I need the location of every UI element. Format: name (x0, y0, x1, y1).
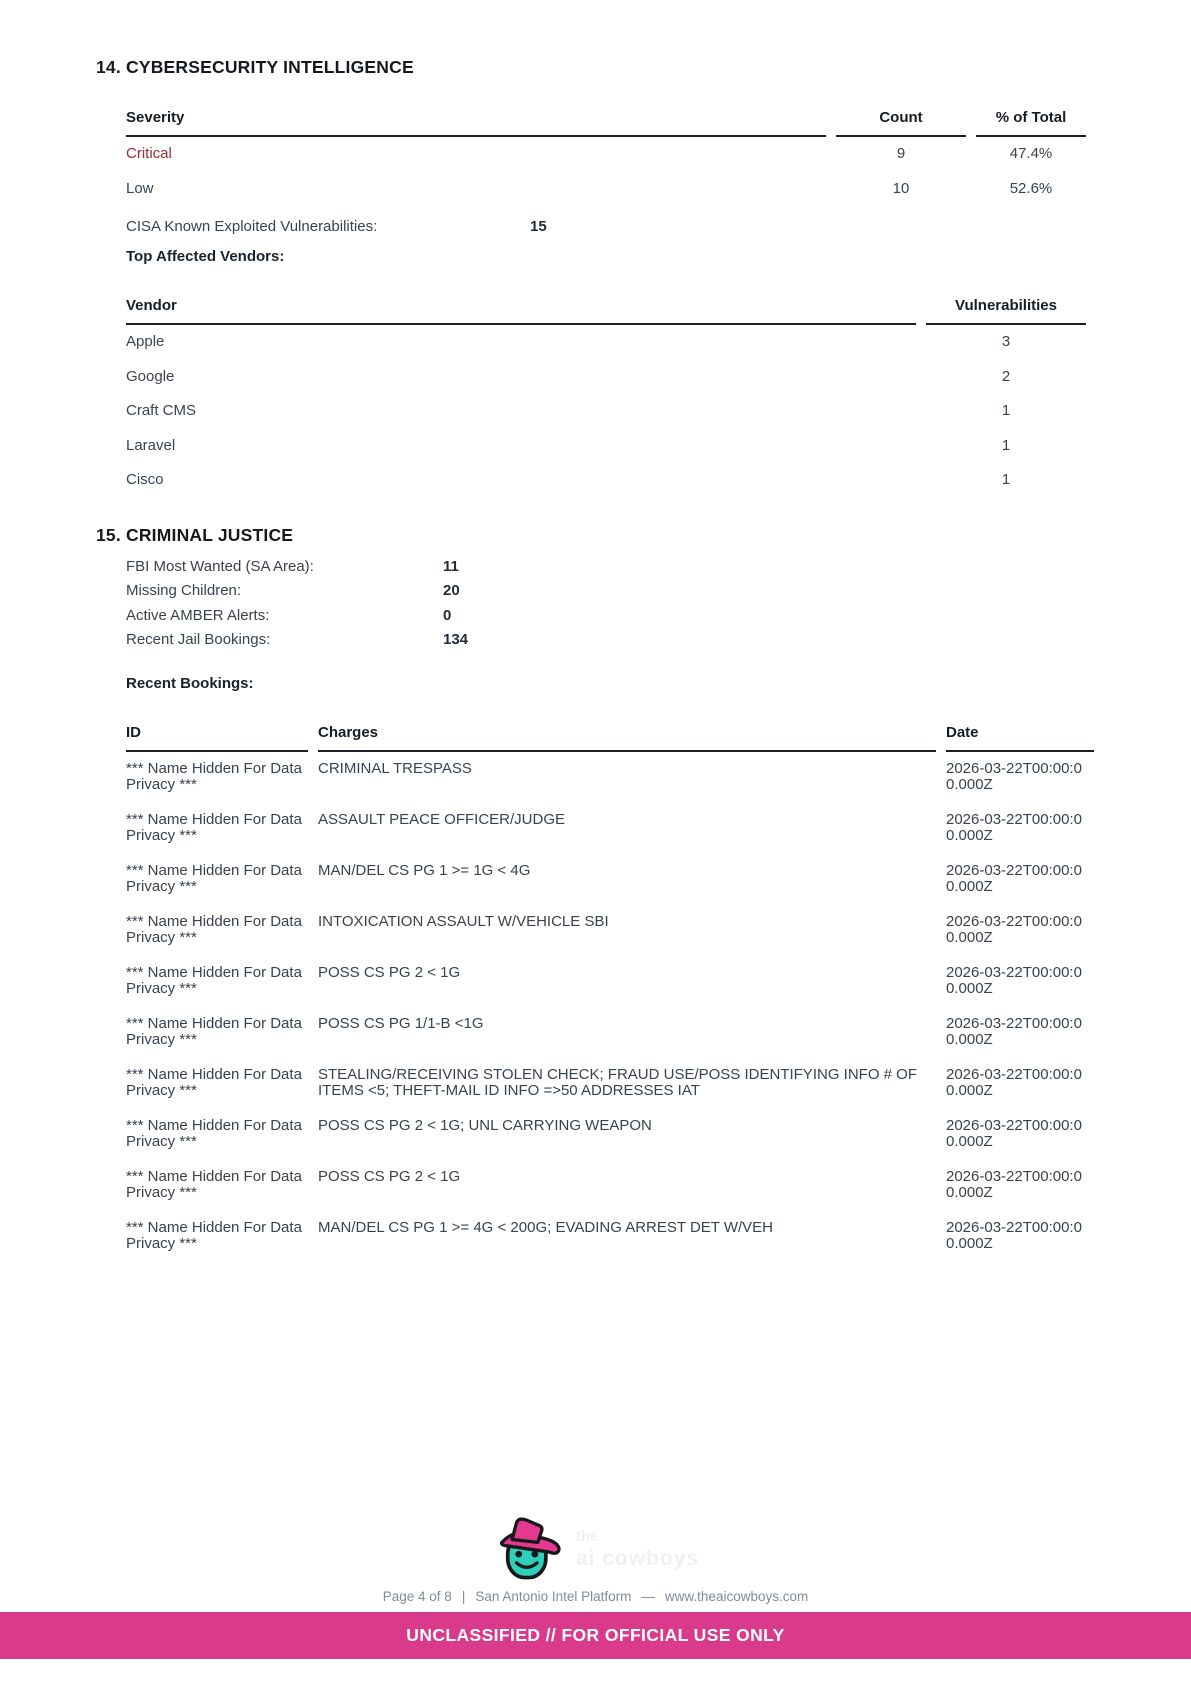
severity-col-header: Severity (126, 99, 826, 137)
booking-id-cell: *** Name Hidden For Data Privacy *** (126, 1218, 302, 1252)
vulnerabilities-cell: 1 (1001, 402, 1011, 419)
vendor-cell: Apple (126, 333, 165, 350)
booking-row (126, 1109, 1094, 1160)
booking-row (126, 1007, 1094, 1058)
vendor-row (126, 429, 1086, 464)
footer-platform-name: San Antonio Intel Platform (475, 1589, 632, 1604)
severity-table (116, 99, 1096, 206)
booking-charges-cell: CRIMINAL TRESPASS (318, 759, 472, 777)
booking-charges-cell: ASSAULT PEACE OFFICER/JUDGE (318, 810, 565, 828)
stat-row (126, 555, 1191, 580)
booking-row (126, 854, 1094, 905)
booking-charges-cell: POSS CS PG 2 < 1G; UNL CARRYING WEAPON (318, 1116, 652, 1134)
vulnerabilities-col-header: Vulnerabilities (926, 287, 1086, 325)
vendor-cell: Craft CMS (126, 402, 197, 419)
booking-date-cell: 2026-03-22T00:00:00.000Z (946, 963, 1082, 997)
footer-separator: | (461, 1589, 466, 1604)
stat-row (126, 628, 1191, 653)
logo-ghost-line2: ai cowboys (575, 1547, 700, 1570)
booking-date-cell: 2026-03-22T00:00:00.000Z (946, 1218, 1082, 1252)
booking-date-cell: 2026-03-22T00:00:00.000Z (946, 1065, 1082, 1099)
footer-dash: — (641, 1589, 655, 1604)
booking-id-cell: *** Name Hidden For Data Privacy *** (126, 1065, 302, 1099)
severity-row (126, 172, 1086, 207)
footer-logo-row (0, 1516, 1191, 1582)
stat-value: 0 (443, 606, 452, 624)
booking-date-cell: 2026-03-22T00:00:00.000Z (946, 1014, 1082, 1048)
stat-row (126, 579, 1191, 604)
stat-row (126, 604, 1191, 629)
logo-ghost-line1: the (575, 1528, 599, 1545)
vendor-row (126, 463, 1086, 498)
section-15-title: 15. CRIMINAL JUSTICE (96, 524, 294, 545)
vendor-row (126, 325, 1086, 360)
charges-col-header: Charges (318, 714, 936, 752)
booking-id-cell: *** Name Hidden For Data Privacy *** (126, 912, 302, 946)
severity-table-header-row (126, 99, 1086, 137)
booking-charges-cell: POSS CS PG 1/1-B <1G (318, 1014, 484, 1032)
vendor-row (126, 394, 1086, 429)
id-col-header: ID (126, 714, 308, 752)
booking-date-cell: 2026-03-22T00:00:00.000Z (946, 810, 1082, 844)
pct-cell: 52.6% (1009, 179, 1053, 197)
vendor-table-body (126, 325, 1086, 498)
top-affected-vendors-heading: Top Affected Vendors: (126, 248, 285, 265)
booking-id-cell: *** Name Hidden For Data Privacy *** (126, 1167, 302, 1201)
booking-id-cell: *** Name Hidden For Data Privacy *** (126, 1014, 302, 1048)
severity-row (126, 137, 1086, 172)
stat-label: Active AMBER Alerts: (126, 606, 270, 624)
severity-table-body (126, 137, 1086, 206)
booking-id-cell: *** Name Hidden For Data Privacy *** (126, 1116, 302, 1150)
booking-charges-cell: POSS CS PG 2 < 1G (318, 963, 461, 981)
booking-id-cell: *** Name Hidden For Data Privacy *** (126, 861, 302, 895)
booking-row (126, 752, 1094, 803)
vendor-cell: Cisco (126, 471, 164, 488)
classification-banner (0, 1612, 1191, 1659)
cisa-kev-line (126, 216, 1191, 237)
vulnerabilities-cell: 1 (1001, 471, 1011, 488)
footer-page-label: Page 4 of 8 (382, 1589, 452, 1604)
booking-charges-cell: STEALING/RECEIVING STOLEN CHECK; FRAUD USE/POSS IDENTIFYING INFO # OF ITEMS <5; THEFT-MAIL ID INFO =>50 ADDRESSES IAT (318, 1065, 917, 1099)
pct-cell: 47.4% (1009, 145, 1053, 162)
count-cell: 10 (892, 179, 910, 197)
vendor-row (126, 360, 1086, 395)
criminal-justice-stats (126, 555, 1191, 653)
vendor-cell: Laravel (126, 436, 176, 454)
cowboy-smiley-logo-icon (492, 1516, 566, 1582)
booking-charges-cell: INTOXICATION ASSAULT W/VEHICLE SBI (318, 912, 609, 930)
recent-bookings-heading: Recent Bookings: (126, 674, 254, 692)
vendor-table (116, 287, 1096, 498)
booking-row (126, 1058, 1094, 1109)
bookings-table-body (126, 752, 1094, 1262)
booking-date-cell: 2026-03-22T00:00:00.000Z (946, 759, 1082, 793)
booking-charges-cell: MAN/DEL CS PG 1 >= 4G < 200G; EVADING ARREST DET W/VEH (318, 1218, 774, 1236)
logo-ghost-text (576, 1526, 699, 1570)
booking-date-cell: 2026-03-22T00:00:00.000Z (946, 912, 1082, 946)
booking-id-cell: *** Name Hidden For Data Privacy *** (126, 810, 302, 844)
booking-date-cell: 2026-03-22T00:00:00.000Z (946, 1116, 1082, 1150)
vulnerabilities-cell: 1 (1001, 436, 1011, 454)
booking-id-cell: *** Name Hidden For Data Privacy *** (126, 963, 302, 997)
booking-charges-cell: MAN/DEL CS PG 1 >= 1G < 4G (318, 861, 531, 879)
booking-row (126, 1211, 1094, 1262)
booking-row (126, 956, 1094, 1007)
footer-page-info (0, 1589, 1191, 1604)
vendor-cell: Google (126, 367, 175, 385)
section-14-title: 14. CYBERSECURITY INTELLIGENCE (96, 57, 414, 77)
date-col-header: Date (946, 714, 1094, 752)
stat-label: Recent Jail Bookings: (126, 631, 271, 648)
vendor-table-header-row (126, 287, 1086, 325)
booking-id-cell: *** Name Hidden For Data Privacy *** (126, 759, 302, 793)
booking-row (126, 905, 1094, 956)
stat-label: FBI Most Wanted (SA Area): (126, 557, 314, 575)
pct-col-header: % of Total (976, 99, 1086, 137)
classification-banner-text: UNCLASSIFIED // FOR OFFICIAL USE ONLY (406, 1625, 785, 1645)
booking-row (126, 1160, 1094, 1211)
stat-label: Missing Children: (126, 582, 242, 599)
severity-cell: Low (126, 179, 154, 197)
bookings-table (116, 714, 1104, 1262)
booking-row (126, 803, 1094, 854)
vulnerabilities-cell: 3 (1001, 333, 1011, 350)
stat-value: 20 (443, 582, 460, 599)
booking-charges-cell: POSS CS PG 2 < 1G (318, 1167, 461, 1185)
footer-website: www.theaicowboys.com (664, 1589, 809, 1604)
booking-date-cell: 2026-03-22T00:00:00.000Z (946, 1167, 1082, 1201)
count-col-header: Count (836, 99, 966, 137)
booking-date-cell: 2026-03-22T00:00:00.000Z (946, 861, 1082, 895)
cisa-kev-value: 15 (530, 218, 547, 235)
vulnerabilities-cell: 2 (1001, 367, 1011, 385)
vendor-col-header: Vendor (126, 287, 916, 325)
bookings-table-header-row (126, 714, 1094, 752)
severity-cell: Critical (126, 145, 172, 162)
count-cell: 9 (896, 145, 906, 162)
stat-value: 11 (443, 557, 459, 575)
cisa-kev-label: CISA Known Exploited Vulnerabilities: (126, 218, 378, 235)
stat-value: 134 (443, 631, 469, 648)
